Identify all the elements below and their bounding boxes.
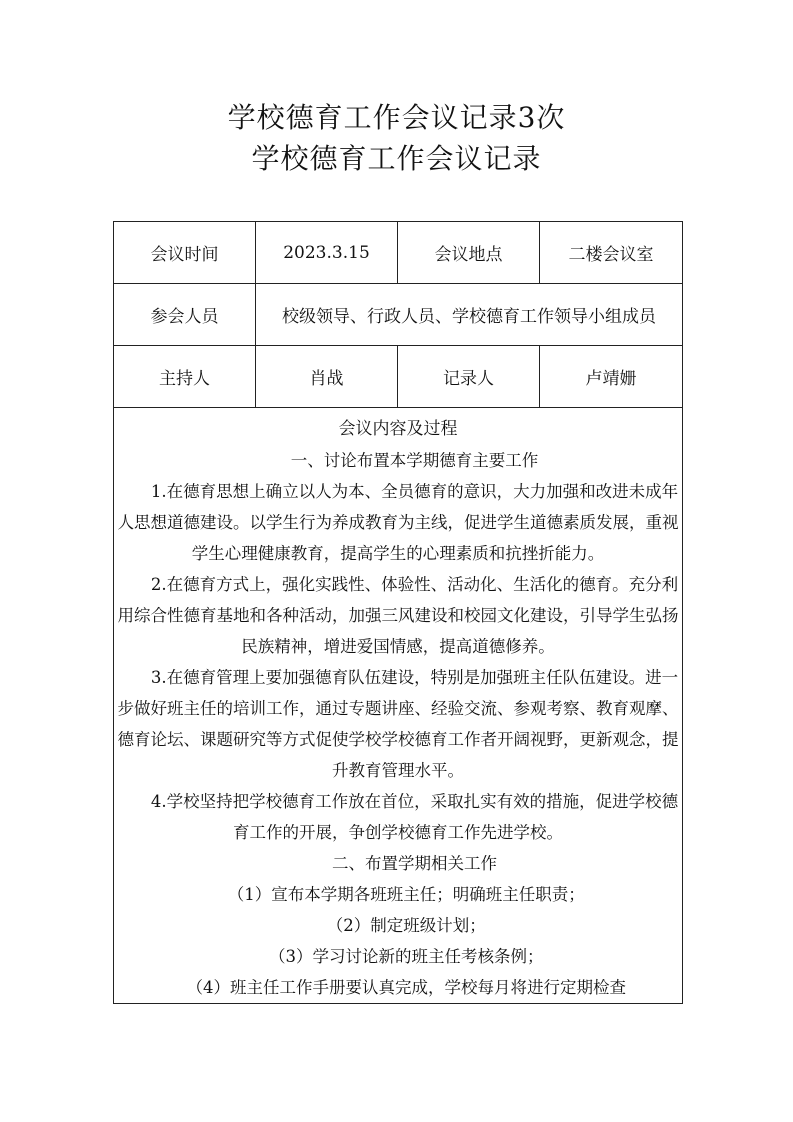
document-subtitle: 学校德育工作会议记录 [251,142,542,175]
table-row [114,284,683,346]
host-label: 主持人 [114,346,256,408]
time-value: 2023.3.15 [256,222,398,284]
host-value: 肖战 [256,346,398,408]
list-item: （2）制定班级计划； [326,916,486,935]
meeting-record-table [113,221,683,1004]
recorder-label: 记录人 [398,346,540,408]
list-item: （4）班主任工作手册要认真完成，学校每月将进行定期检查 [186,978,626,997]
attendees-label: 参会人员 [114,284,256,346]
paragraph-1: 1.在德育思想上确立以人为本、全员德育的意识，大力加强和改进未成年人思想道德建设。以学生行为养成教育为主线，促进学生道德素质发展，重视学生心理健康教育，提高学生的心理素质和抗挫折能力。 [117,482,679,563]
document-title: 学校德育工作会议记录3次 [227,101,566,134]
list-item: （1）宣布本学期各班班主任；明确班主任职责； [227,885,585,904]
attendees-value: 校级领导、行政人员、学校德育工作领导小组成员 [256,284,683,346]
time-label: 会议时间 [114,222,256,284]
place-value: 二楼会议室 [540,222,683,284]
meeting-content-cell [114,408,683,1004]
table-row [114,222,683,284]
paragraph-4: 4.学校坚持把学校德育工作放在首位，采取扎实有效的措施，促进学校德育工作的开展，争创学校德育工作先进学校。 [150,792,679,842]
recorder-value: 卢靖姗 [540,346,683,408]
paragraph-2: 2.在德育方式上，强化实践性、体验性、活动化、生活化的德育。充分利用综合性德育基地和各种活动，加强三风建设和校园文化建设，引导学生弘扬民族精神，增进爱国情感，提高道德修养。 [117,575,679,656]
paragraph-3: 3.在德育管理上要加强德育队伍建设，特别是加强班主任队伍建设。进一步做好班主任的培训工作，通过专题讲座、经验交流、参观考察、教育观摩、德育论坛、课题研究等方式促使学校学校德育工作者开阔视野，更新观念，提升教育管理水平。 [117,668,679,780]
section2-heading: 二、布置学期相关工作 [332,854,497,873]
content-title: 会议内容及过程 [338,419,458,439]
table-row [114,346,683,408]
place-label: 会议地点 [398,222,540,284]
section1-heading: 一、讨论布置本学期德育主要工作 [290,451,539,470]
table-row [114,408,683,1004]
list-item: （3）学习讨论新的班主任考核条例； [269,947,544,966]
